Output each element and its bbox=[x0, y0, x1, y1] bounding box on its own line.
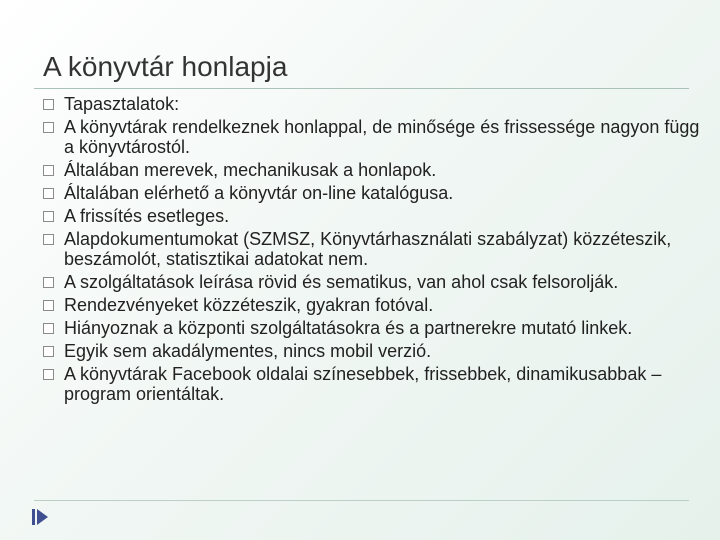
list-item-text: Általában elérhető a könyvtár on-line katalógusa. bbox=[64, 183, 454, 203]
list-item bbox=[43, 117, 703, 157]
square-bullet-icon bbox=[43, 369, 54, 380]
list-item bbox=[43, 183, 703, 203]
list-item bbox=[43, 364, 703, 404]
square-bullet-icon bbox=[43, 346, 54, 357]
list-item bbox=[43, 341, 703, 361]
title-divider bbox=[34, 88, 689, 89]
list-item bbox=[43, 272, 703, 292]
navigation-arrow-icon[interactable] bbox=[30, 508, 50, 526]
list-item-text: Hiányoznak a központi szolgáltatásokra és a partnerekre mutató linkek. bbox=[64, 318, 633, 338]
slide-title: A könyvtár honlapja bbox=[43, 51, 288, 82]
list-item-text: Tapasztalatok: bbox=[64, 94, 180, 114]
square-bullet-icon bbox=[43, 277, 54, 288]
footer-divider bbox=[34, 500, 689, 501]
list-item bbox=[43, 160, 703, 180]
square-bullet-icon bbox=[43, 323, 54, 334]
square-bullet-icon bbox=[43, 99, 54, 110]
bullet-list bbox=[43, 94, 703, 407]
list-item bbox=[43, 229, 703, 269]
list-item-text: A könyvtárak rendelkeznek honlappal, de minősége és frissessége nagyon függ a könyvtárostól. bbox=[64, 117, 700, 157]
list-item-text: A frissítés esetleges. bbox=[64, 206, 230, 226]
list-item bbox=[43, 295, 703, 315]
square-bullet-icon bbox=[43, 122, 54, 133]
list-item-text: Általában merevek, mechanikusak a honlapok. bbox=[64, 160, 437, 180]
square-bullet-icon bbox=[43, 211, 54, 222]
list-item bbox=[43, 318, 703, 338]
list-item bbox=[43, 94, 703, 114]
list-item-text: A könyvtárak Facebook oldalai színesebbek, frissebbek, dinamikusabbak – program orientáltak. bbox=[64, 364, 662, 404]
square-bullet-icon bbox=[43, 234, 54, 245]
square-bullet-icon bbox=[43, 188, 54, 199]
square-bullet-icon bbox=[43, 165, 54, 176]
list-item bbox=[43, 206, 703, 226]
list-item-text: Rendezvényeket közzéteszik, gyakran fotóval. bbox=[64, 295, 434, 315]
square-bullet-icon bbox=[43, 300, 54, 311]
list-item-text: Alapdokumentumokat (SZMSZ, Könyvtárhasználati szabályzat) közzéteszik, beszámolót, statisztikai adatokat nem. bbox=[64, 229, 672, 269]
list-item-text: Egyik sem akadálymentes, nincs mobil verzió. bbox=[64, 341, 432, 361]
list-item-text: A szolgáltatások leírása rövid és sematikus, van ahol csak felsorolják. bbox=[64, 272, 619, 292]
